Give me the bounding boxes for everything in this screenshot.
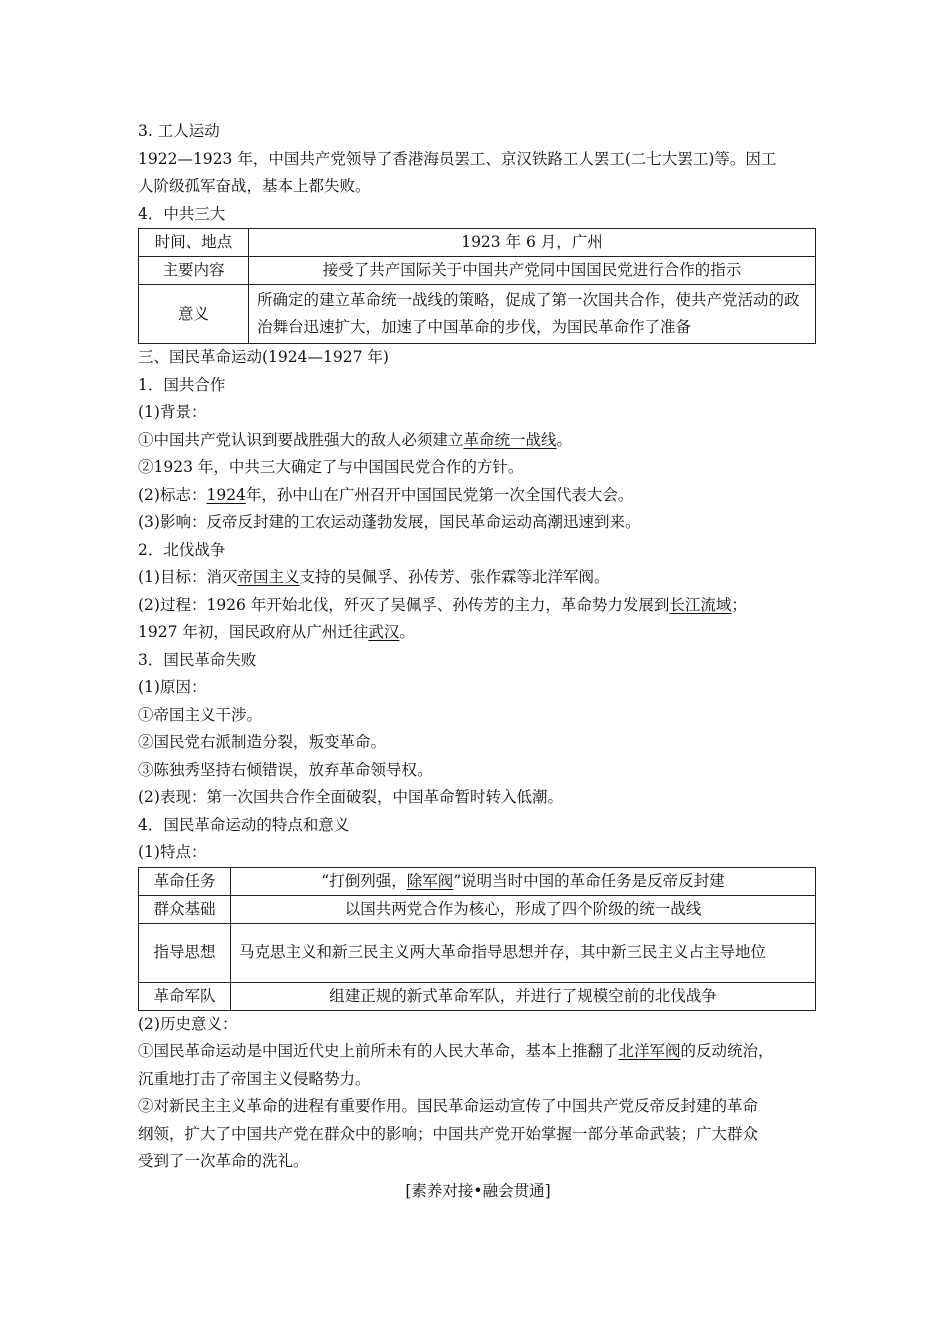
document-page bbox=[138, 118, 818, 1205]
section-banner: [素养对接•融会贯通] bbox=[405, 1181, 551, 1200]
table-value: 1923 年 6 月，广州 bbox=[249, 229, 816, 257]
underlined-term: 除军阀 bbox=[406, 871, 454, 890]
underlined-term: 革命统一战线 bbox=[463, 430, 557, 449]
paragraph-line: (2)历史意义： bbox=[138, 1014, 238, 1033]
table-key: 指导思想 bbox=[139, 923, 231, 982]
paragraph-line: 受到了一次革命的洗礼。 bbox=[138, 1152, 309, 1170]
table-row bbox=[139, 867, 816, 895]
features-table bbox=[138, 867, 816, 1011]
table-row bbox=[139, 895, 816, 923]
section-heading: 1．国共合作 bbox=[138, 375, 226, 394]
paragraph-line: 1922—1923 年，中国共产党领导了香港海员罢工、京汉铁路工人罢工(二七大罢工)等。因工 bbox=[138, 149, 777, 168]
part-heading: 三、国民革命运动(1924—1927 年) bbox=[138, 348, 389, 366]
paragraph-line: ①国民革命运动是中国近代史上前所未有的人民大革命，基本上推翻了北洋军阀的反动统治， bbox=[138, 1042, 774, 1060]
underlined-term: 北洋军阀 bbox=[618, 1042, 681, 1060]
table-key: 时间、地点 bbox=[139, 229, 249, 257]
paragraph-line: ②1923 年，中共三大确定了与中国国民党合作的方针。 bbox=[138, 458, 524, 476]
table-row bbox=[139, 229, 816, 257]
table-row bbox=[139, 257, 816, 285]
table-key: 主要内容 bbox=[139, 257, 249, 285]
third-congress-table bbox=[138, 228, 816, 344]
paragraph-line: (2)标志：1924年，孙中山在广州召开中国国民党第一次全国代表大会。 bbox=[138, 485, 634, 504]
paragraph-line: ①中国共产党认识到要战胜强大的敌人必须建立革命统一战线。 bbox=[138, 430, 573, 449]
section-heading: 3. 工人运动 bbox=[138, 122, 220, 140]
table-value: 接受了共产国际关于中国共产党同中国国民党进行合作的指示 bbox=[249, 257, 816, 285]
section-heading: 2．北伐战争 bbox=[138, 540, 226, 559]
table-row bbox=[139, 982, 816, 1010]
paragraph-line: (2)过程：1926 年开始北伐，歼灭了吴佩孚、孙传芳的主力，革命势力发展到长江流域； bbox=[138, 595, 747, 614]
paragraph-line: 人阶级孤军奋战，基本上都失败。 bbox=[138, 177, 371, 195]
paragraph-line: 纲领，扩大了中国共产党在群众中的影响；中国共产党开始掌握一部分革命武装；广大群众 bbox=[138, 1124, 759, 1143]
table-key: 意义 bbox=[139, 285, 249, 344]
paragraph-line: (1)特点： bbox=[138, 843, 207, 861]
section-heading: 4．中共三大 bbox=[138, 204, 226, 223]
table-value: 所确定的建立革命统一战线的策略，促成了第一次国共合作，使共产党活动的政治舞台迅速扩大，加速了中国革命的步伐，为国民革命作了准备 bbox=[249, 285, 816, 344]
paragraph-line: ②对新民主主义革命的进程有重要作用。国民革命运动宣传了中国共产党反帝反封建的革命 bbox=[138, 1097, 759, 1115]
section-heading: 4．国民革命运动的特点和意义 bbox=[138, 815, 350, 834]
table-value: 以国共两党合作为核心，形成了四个阶级的统一战线 bbox=[231, 895, 816, 923]
paragraph-line: (2)表现：第一次国共合作全面破裂，中国革命暂时转入低潮。 bbox=[138, 788, 563, 806]
underlined-term: 帝国主义 bbox=[237, 568, 300, 586]
table-key: 群众基础 bbox=[139, 895, 231, 923]
paragraph-line: (1)背景： bbox=[138, 403, 207, 421]
table-row bbox=[139, 285, 816, 344]
paragraph-line: ①帝国主义干涉。 bbox=[138, 705, 263, 724]
table-value: 马克思主义和新三民主义两大革命指导思想并存，其中新三民主义占主导地位 bbox=[231, 923, 816, 982]
paragraph-line: (1)目标：消灭帝国主义支持的吴佩孚、孙传芳、张作霖等北洋军阀。 bbox=[138, 568, 610, 586]
table-value: “打倒列强，除军阀”说明当时中国的革命任务是反帝反封建 bbox=[231, 867, 816, 895]
underlined-term: 长江流域 bbox=[669, 595, 732, 614]
table-row bbox=[139, 923, 816, 982]
underlined-term: 1924 bbox=[206, 485, 246, 504]
underlined-term: 武汉 bbox=[368, 623, 400, 641]
table-key: 革命军队 bbox=[139, 982, 231, 1010]
section-heading: 3．国民革命失败 bbox=[138, 650, 257, 669]
paragraph-line: (3)影响：反帝反封建的工农运动蓬勃发展，国民革命运动高潮迅速到来。 bbox=[138, 513, 641, 531]
paragraph-line: ②国民党右派制造分裂，叛变革命。 bbox=[138, 733, 387, 751]
paragraph-line: 沉重地打击了帝国主义侵略势力。 bbox=[138, 1069, 371, 1088]
paragraph-line: (1)原因： bbox=[138, 678, 207, 696]
paragraph-line: ③陈独秀坚持右倾错误，放弃革命领导权。 bbox=[138, 760, 433, 779]
paragraph-line: 1927 年初，国民政府从广州迁往武汉。 bbox=[138, 623, 415, 641]
table-value: 组建正规的新式革命军队，并进行了规模空前的北伐战争 bbox=[231, 982, 816, 1010]
table-key: 革命任务 bbox=[139, 867, 231, 895]
